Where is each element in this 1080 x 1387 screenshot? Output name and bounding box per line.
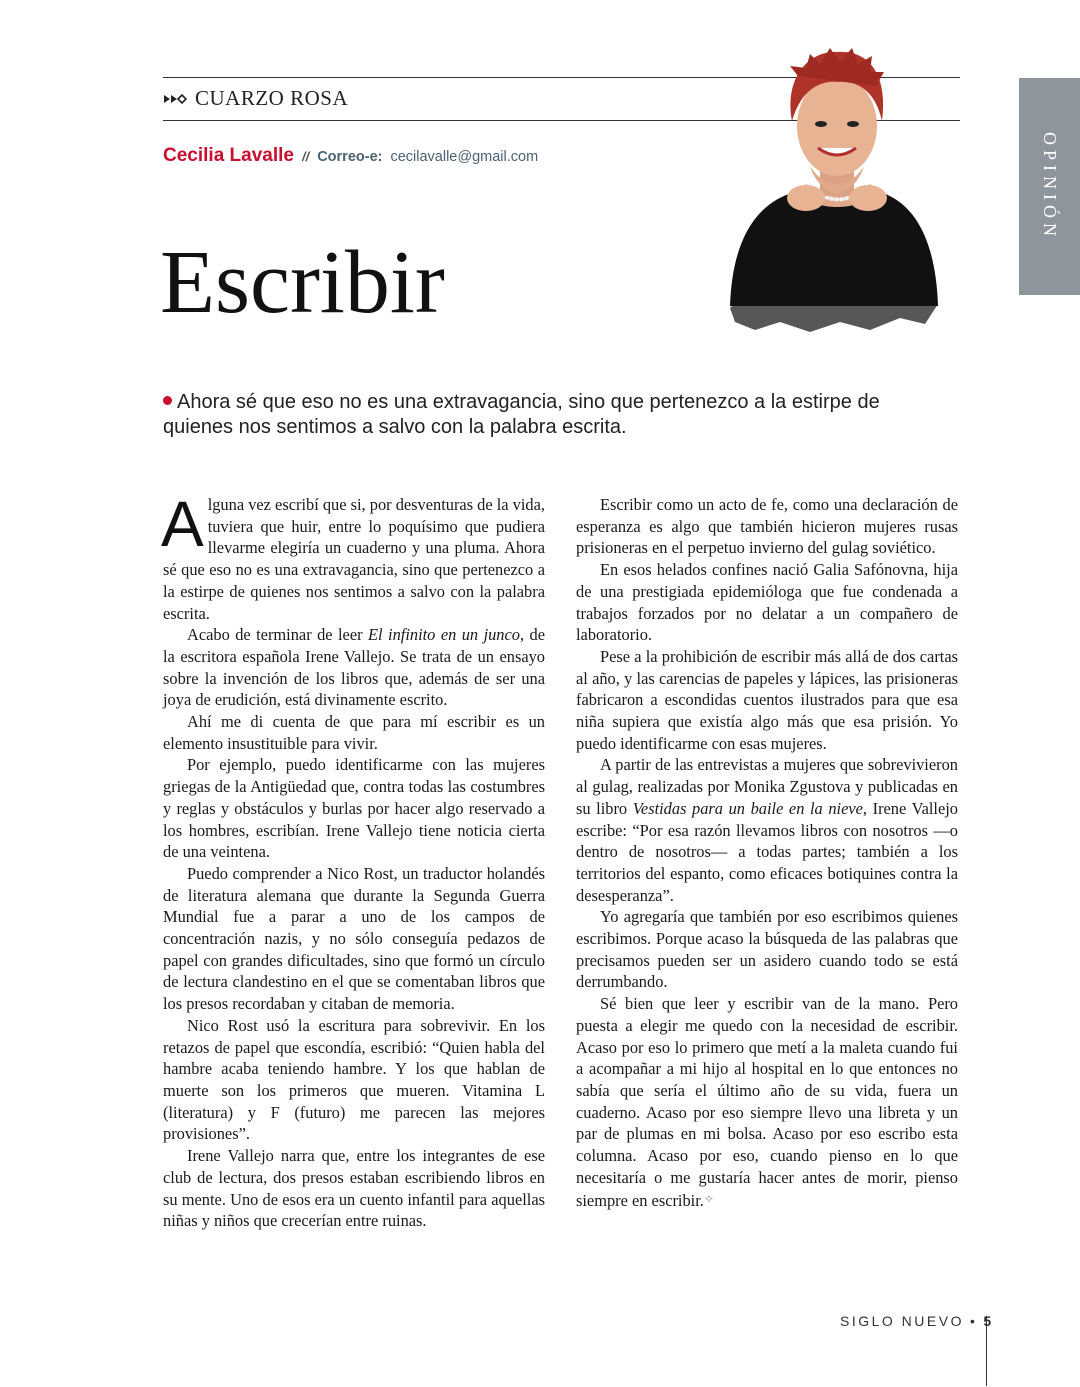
bullet-dot-icon bbox=[163, 396, 172, 405]
article-paragraph bbox=[576, 993, 958, 1211]
paragraph-text: Ahí me di cuenta de que para mí escribir es un elemento insustituible para vivir. bbox=[163, 712, 545, 753]
paragraph-text: , de la escritora española Irene Vallejo. Se trata de un ensayo sobre la invención de los libros que, además de ser una joya de erudición, está divinamente escrito. bbox=[163, 625, 545, 710]
book-title: Vestidas para un baile en la nieve bbox=[632, 798, 863, 818]
article-paragraph bbox=[163, 863, 545, 1015]
section-arrow-icon bbox=[163, 93, 187, 105]
email-label: Correo-e: bbox=[317, 149, 383, 165]
side-tab-label: OPINIÓN bbox=[1040, 132, 1060, 241]
section-label bbox=[163, 86, 348, 111]
paragraph-text: Por ejemplo, puedo identificarme con las mujeres griegas de la Antigüedad que, contra todas las costumbres y reglas y obstáculos y burlas por hacer algo reservado a los hombres, escribían. Irene Vallejo tiene noticia cierta de una veintena. bbox=[163, 755, 545, 862]
article-column-right bbox=[576, 494, 958, 1211]
footer-separator: • bbox=[969, 1313, 978, 1329]
book-title: El infinito en un junco bbox=[368, 625, 520, 645]
article-paragraph bbox=[161, 488, 545, 624]
article-paragraph bbox=[163, 1145, 545, 1232]
end-mark-icon: ✧ bbox=[703, 1191, 714, 1206]
drop-cap: A bbox=[161, 488, 204, 560]
author-name: Cecilia Lavalle bbox=[163, 145, 294, 166]
article-paragraph bbox=[163, 754, 545, 863]
paragraph-text: Pese a la prohibición de escribir más allá de dos cartas al año, y las carencias de papeles y lápices, las prisioneras fabricaron a escondidas cuentos ilustrados para que esa niña supiera que existía algo más que esa prisión. Yo puedo identificarme con esas mujeres. bbox=[576, 646, 958, 753]
article-paragraph bbox=[576, 646, 958, 755]
paragraph-text: A partir de las entrevistas a mujeres que sobrevivieron al gulag, realizadas por Monika Zgustova y publicadas en su libro bbox=[576, 755, 958, 818]
byline bbox=[163, 145, 538, 167]
article-paragraph bbox=[576, 559, 958, 646]
author-email[interactable]: cecilavalle@gmail.com bbox=[390, 149, 539, 165]
paragraph-text: , Irene Vallejo escribe: “Por esa razón llevamos libros con nosotros —o dentro de nosotros— a todas partes; también a los territorios del espanto, como eficaces botiquines contra la desesperanza”. bbox=[576, 798, 958, 905]
author-portrait bbox=[720, 36, 945, 336]
section-side-tab bbox=[1019, 78, 1080, 295]
paragraph-text: Escribir como un acto de fe, como una declaración de esperanza es algo que también hicieron mujeres rusas prisioneras en el perpetuo invierno del gulag soviético. bbox=[576, 495, 958, 558]
paragraph-text: lguna vez escribí que si, por desventuras de la vida, tuviera que huir, entre lo poquísimo que pudiera llevarme elegiría un cuaderno y una pluma. Ahora sé que eso no es una extravagancia, sino que pertenezco a la estirpe de quienes nos sentimos a salvo con la palabra escrita. bbox=[163, 495, 545, 623]
page-footer bbox=[840, 1313, 991, 1329]
article-paragraph bbox=[163, 1015, 545, 1145]
byline-separator: // bbox=[301, 149, 310, 164]
article-headline: Escribir bbox=[160, 233, 445, 332]
paragraph-text: Sé bien que leer y escribir van de la mano. Pero puesta a elegir me quedo con la necesidad de escribir. Acaso por eso lo primero que metí a la maleta cuando fui a acompañar a mi hijo al hospital en lo que entonces no sabía que sería el último año de su vida, fuera un cuaderno. Acaso por eso siempre llevo una libreta y un par de plumas en mi bolsa. Acaso por eso escribo esta columna. Acaso por eso, cuando pienso en lo que necesitaría o me gustaría hacer antes de morir, pienso siempre en escribir. bbox=[576, 994, 958, 1210]
article-paragraph bbox=[576, 494, 958, 559]
footer-rule bbox=[986, 1316, 987, 1386]
page-number: 5 bbox=[983, 1313, 992, 1329]
paragraph-text: Yo agregaría que también por eso escribimos quienes escribimos. Porque acaso la búsqueda de las palabras que precisamos pueden ser un asidero cuando todo se está derrumbando. bbox=[576, 907, 958, 992]
article-paragraph bbox=[576, 906, 958, 993]
paragraph-text: Acabo de terminar de leer bbox=[187, 625, 369, 645]
pull-quote-text: Ahora sé que eso no es una extravagancia, sino que pertenezco a la estirpe de quienes nos sentimos a salvo con la palabra escrita. bbox=[163, 391, 880, 438]
section-title: CUARZO ROSA bbox=[195, 86, 349, 110]
paragraph-text: Puedo comprender a Nico Rost, un traductor holandés de literatura alemana que durante la Segunda Guerra Mundial fue a parar a uno de los campos de concentración nazis, y no sólo conseguía pedazos de papel con grandes dificultades, sino que formó un círculo de lectura clandestino en el que se comentaban libros que los presos recordaban y citaban de memoria. bbox=[163, 863, 545, 1014]
article-column-left bbox=[161, 488, 545, 1232]
article-paragraph bbox=[163, 711, 545, 754]
paragraph-text: Nico Rost usó la escritura para sobrevivir. En los retazos de papel que escondía, escribió: “Quien habla del hambre acaba teniendo hambre. Y los que hablan de muerte son los primeros que mueren. Vitamina L (literatura) y F (futuro) me parecen las mejores provisiones”. bbox=[163, 1015, 545, 1144]
article-paragraph bbox=[163, 624, 545, 711]
paragraph-text: En esos helados confines nació Galia Safónovna, hija de una prestigiada epidemióloga que fue condenada a trabajos forzados por no delatar a un compañero de laboratorio. bbox=[576, 560, 958, 645]
article-paragraph bbox=[576, 754, 958, 906]
paragraph-text: Irene Vallejo narra que, entre los integrantes de ese club de lectura, dos presos estaban escribiendo libros en su mente. Uno de esos era un cuento infantil para aquellas niñas y niños que crecerían entre ruinas. bbox=[163, 1146, 545, 1231]
publication-name: SIGLO NUEVO bbox=[840, 1313, 964, 1329]
pull-quote bbox=[163, 390, 883, 440]
